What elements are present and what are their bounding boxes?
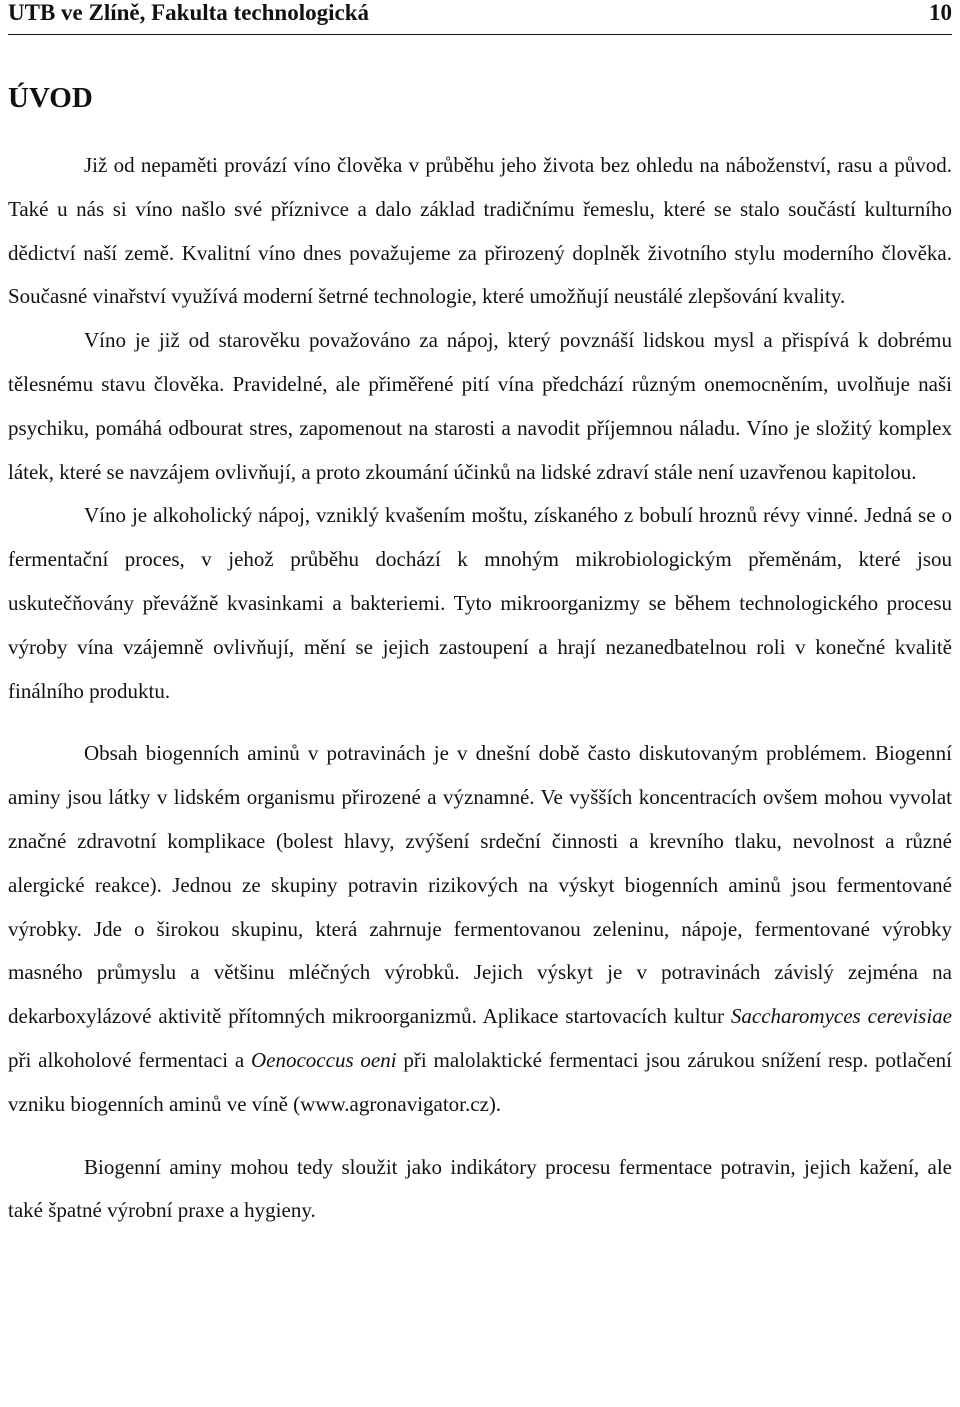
header-divider	[8, 34, 952, 35]
paragraph-fermentation: Víno je alkoholický nápoj, vzniklý kvašením moštu, získaného z bobulí hroznů révy vinné. Jedná se o fermentační proces, v jehož průběhu dochází k mnohým mikrobiologickým přeměnám, které jsou uskutečňovány převážně kvasinkami a bakteriemi. Tyto mikroorganizmy se během technologického procesu výroby vína vzájemně ovlivňují, mění se jejich zastoupení a hrají nezanedbatelnou roli v konečné kvalitě finálního produktu.	[8, 503, 952, 703]
paragraph-health: Víno je již od starověku považováno za nápoj, který povznáší lidskou mysl a přispívá k dobrému tělesnému stavu člověka. Pravidelné, ale přiměřené pití vína předchází různým onemocněním, uvolňuje naši psychiku, pomáhá odbourat stres, zapomenout na starosti a navodit příjemnou náladu. Víno je složitý komplex látek, které se navzájem ovlivňují, a proto zkoumání účinků na lidské zdraví stále není uzavřenou kapitolou.	[8, 328, 952, 484]
paragraph-indicators: Biogenní aminy mohou tedy sloužit jako indikátory procesu fermentace potravin, jejich kažení, ale také špatné výrobní praxe a hygieny.	[8, 1154, 952, 1223]
paragraph-text: při malolaktické fermentaci jsou zárukou snížení resp. potlačení vzniku biogenních aminů ve víně (www.agronavigator.cz).	[8, 1047, 952, 1116]
species-name-oenococcus: Oenococcus oeni	[251, 1047, 397, 1072]
paragraph-biogenic-amines	[8, 732, 952, 1126]
species-name-saccharomyces: Saccharomyces cerevisiae	[730, 1004, 952, 1029]
paragraph-intro: Již od nepaměti provází víno člověka v průběhu jeho života bez ohledu na náboženství, rasu a původ. Také u nás si víno našlo své příznivce a dalo základ tradičnímu řemeslu, které se stalo součástí kulturního dědictví naší země. Kvalitní víno dnes považujeme za přirozený doplněk životního stylu moderního člověka. Současné vinařství využívá moderní šetrné technologie, které umožňují neustálé zlepšování kvality.	[8, 153, 952, 309]
running-header	[8, 0, 952, 30]
header-institution: UTB ve Zlíně, Fakulta technologická	[8, 0, 369, 25]
chapter-title: ÚVOD	[8, 82, 93, 114]
paragraph-text: při alkoholové fermentaci a	[8, 1047, 251, 1072]
paragraph-text: Obsah biogenních aminů v potravinách je v dnešní době často diskutovaným problémem. Biogenní aminy jsou látky v lidském organismu přirozené a významné. Ve vyšších koncentracích ovšem mohou vyvolat značné zdravotní komplikace (bolest hlavy, zvýšení srdeční činnosti a krevního tlaku, nevolnost a různé alergické reakce). Jednou ze skupiny potravin rizikových na výskyt biogenních aminů jsou fermentované výrobky. Jde o širokou skupinu, která zahrnuje fermentovanou zeleninu, nápoje, fermentované výrobky masného průmyslu a většinu mléčných výrobků. Jejich výskyt je v potravinách závislý zejména na dekarboxylázové aktivitě přítomných mikroorganizmů. Aplikace startovacích kultur	[8, 741, 952, 1029]
page-number: 10	[929, 0, 952, 25]
body-text	[8, 144, 952, 1233]
